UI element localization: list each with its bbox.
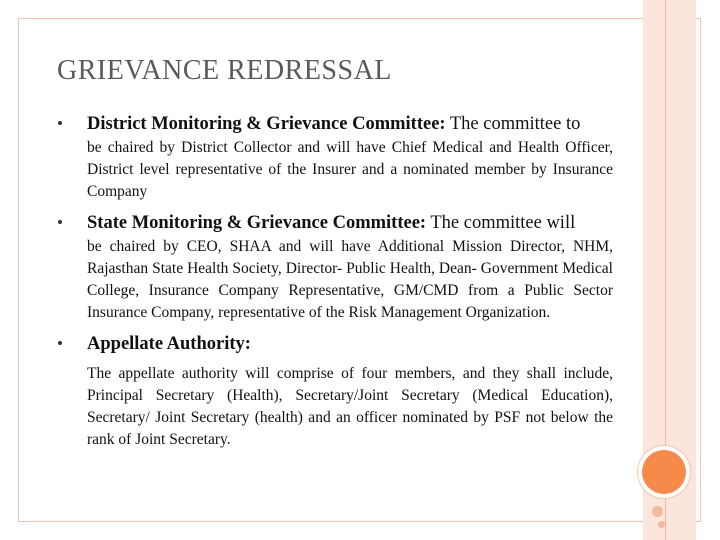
bullet-icon <box>58 341 62 345</box>
decorative-circle <box>642 450 686 494</box>
item-body: The appellate authority will comprise of four members, and they shall include, Principal Secretary (Health), Secretary/Joint Secretary (Medical Education), Secretary/ Joint Secretary (health) and an officer nominated by PSF not below the rank of Joint Secretary. <box>87 365 613 448</box>
item-lead-line <box>87 210 613 236</box>
item-heading: District Monitoring & Grievance Committee: <box>87 114 446 134</box>
bullet-icon <box>58 220 62 224</box>
list-item-appellate-authority <box>57 331 613 451</box>
list-item-state-committee <box>57 210 613 324</box>
bullet-icon <box>58 121 62 125</box>
slide-content <box>57 111 613 458</box>
item-heading: Appellate Authority: <box>87 334 251 354</box>
list-item-district-committee <box>57 111 613 203</box>
item-lead-line <box>87 331 613 357</box>
decorative-dot <box>658 521 665 528</box>
item-body: be chaired by CEO, SHAA and will have Additional Mission Director, NHM, Rajasthan State Health Society, Director- Public Health, Dean- Government Medical College, Insurance Company Representative, GM/CMD from a Public Sector Insurance Company, representative of the Risk Management Organization. <box>87 238 613 321</box>
item-heading: State Monitoring & Grievance Committee: <box>87 213 427 233</box>
item-body: be chaired by District Collector and will have Chief Medical and Health Officer, District level representative of the Insurer and a nominated member by Insurance Company <box>87 139 613 200</box>
item-lead-line <box>87 111 613 137</box>
decorative-dot <box>652 506 663 517</box>
item-lead-text: The committee will <box>426 213 576 233</box>
item-lead-text: The committee to <box>445 114 581 134</box>
slide-title: GRIEVANCE REDRESSAL <box>57 55 392 86</box>
